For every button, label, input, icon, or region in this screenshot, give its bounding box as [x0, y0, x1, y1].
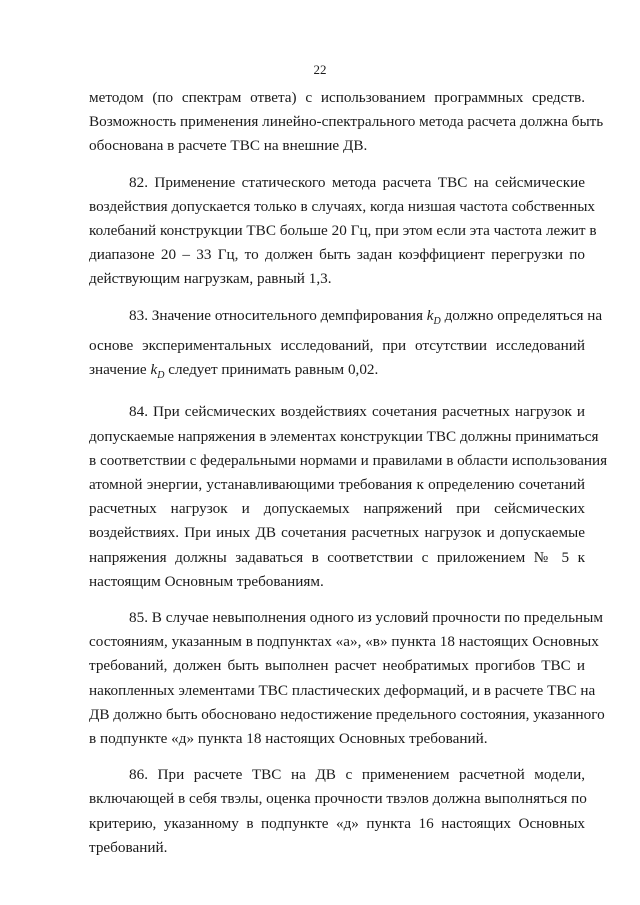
- symbol-letter: k: [426, 306, 434, 324]
- text-line: атомной энергии, устанавливающими требования к определению сочетаний: [89, 475, 585, 493]
- text-line: требований.: [89, 838, 168, 856]
- page-number: 22: [313, 62, 327, 77]
- symbol-subscript: D: [157, 370, 165, 382]
- symbol-letter: k: [150, 361, 158, 379]
- text-line: обоснована в расчете ТВС на внешние ДВ.: [89, 137, 368, 155]
- text-line: настоящим Основным требованиям.: [89, 572, 324, 590]
- text-line: в подпункте «д» пункта 18 настоящих Основных требований.: [89, 729, 488, 747]
- paragraph-p82: [89, 171, 597, 292]
- paragraph-p83: [89, 304, 603, 389]
- text-fragment: следует принимать равным 0,02.: [164, 361, 379, 379]
- paragraph-p85: [89, 606, 605, 751]
- text-line: расчетных нагрузок и допускаемых напряжений при сейсмических: [89, 500, 585, 518]
- paragraph-p84: [89, 400, 608, 594]
- text-line: 86. При расчете ТВС на ДВ с применением расчетной модели,: [129, 766, 585, 784]
- text-line: ДВ должно быть обосновано недостижение предельного состояния, указанного: [89, 705, 605, 723]
- text-line: критерию, указанному в подпункте «д» пункта 16 настоящих Основных: [89, 814, 585, 832]
- damping-symbol: [150, 361, 165, 382]
- text-line: напряжения должны задаваться в соответствии с приложением № 5 к: [89, 548, 585, 566]
- text-fragment: 83. Значение относительного демпфирования: [129, 306, 427, 324]
- text-line: колебаний конструкции ТВС больше 20 Гц, при этом если эта частота лежит в: [89, 222, 597, 240]
- text-line: основе экспериментальных исследований, при отсутствии исследований: [89, 336, 585, 354]
- text-line: [89, 358, 585, 388]
- text-line: требований, должен быть выполнен расчет необратимых прогибов ТВС и: [89, 657, 585, 675]
- text-line: [89, 304, 603, 334]
- text-line: 82. Применение статического метода расчета ТВС на сейсмические: [129, 173, 585, 191]
- text-line: Возможность применения линейно-спектрального метода расчета должна быть: [89, 113, 604, 131]
- document-body: [89, 86, 608, 872]
- text-line: воздействия допускается только в случаях, когда низшая частота собственных: [89, 197, 596, 215]
- paragraph-cont: [89, 86, 604, 159]
- symbol-subscript: D: [433, 315, 441, 327]
- text-line: состояниям, указанным в подпунктах «а», «в» пункта 18 настоящих Основных: [89, 633, 599, 651]
- text-line: действующим нагрузкам, равный 1,3.: [89, 270, 332, 288]
- text-line: накопленных элементами ТВС пластических деформаций, и в расчете ТВС на: [89, 681, 596, 699]
- text-line: в соответствии с федеральными нормами и правилами в области использования: [89, 451, 608, 469]
- text-line: включающей в себя твэлы, оценка прочности твэлов должна выполняться по: [89, 790, 587, 808]
- text-line: диапазоне 20 – 33 Гц, то должен быть задан коэффициент перегрузки по: [89, 246, 585, 264]
- text-fragment: должно определяться на: [440, 306, 603, 324]
- text-line: воздействиях. При иных ДВ сочетания расчетных нагрузок и допускаемые: [89, 524, 585, 542]
- text-fragment: значение: [89, 361, 151, 379]
- text-line: методом (по спектрам ответа) с использованием программных средств.: [89, 89, 585, 106]
- paragraph-p86: [89, 763, 585, 860]
- text-line: 84. При сейсмических воздействиях сочетания расчетных нагрузок и: [129, 403, 585, 421]
- text-line: допускаемые напряжения в элементах конструкции ТВС должны приниматься: [89, 427, 599, 445]
- text-line: 85. В случае невыполнения одного из условий прочности по предельным: [129, 608, 603, 626]
- damping-symbol: [426, 306, 441, 327]
